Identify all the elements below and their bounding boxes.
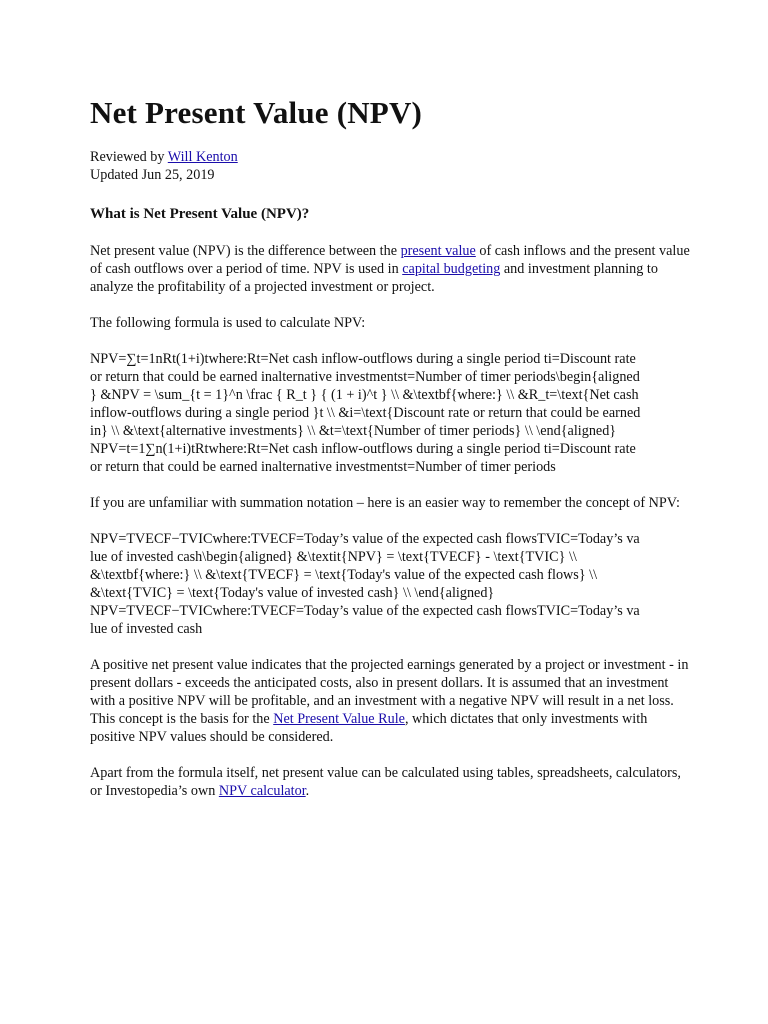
npv-calculator-link[interactable]: NPV calculator bbox=[218, 783, 306, 799]
positive-npv-text-1: A positive net present value indicates that the projected earnings generated by a project or investment - in present dollars - exceeds the anticipated costs, also in present dollars. It is assumed that an investment with a positive NPV will be profitable, and an investment with a negative NPV will result in a net loss. This concept is the basis for the bbox=[90, 657, 689, 727]
formula-intro-paragraph: The following formula is used to calculate NPV: bbox=[90, 315, 366, 331]
section-heading: What is Net Present Value (NPV)? bbox=[90, 206, 310, 222]
reviewer-link[interactable]: Will Kenton bbox=[167, 149, 238, 165]
positive-npv-paragraph bbox=[90, 656, 690, 746]
calculation-text-1: Apart from the formula itself, net present value can be calculated using tables, spreadsheets, calculators, or Investopedia’s own bbox=[90, 765, 681, 799]
intro-text-3: and investment planning to analyze the profitability of a projected investment or project. bbox=[90, 261, 658, 295]
calculation-methods-paragraph bbox=[90, 764, 690, 800]
reviewed-by-label: Reviewed by bbox=[90, 149, 168, 165]
calculation-text-2: . bbox=[305, 783, 310, 799]
capital-budgeting-link[interactable]: capital budgeting bbox=[402, 261, 501, 277]
intro-text-2: of cash inflows and the present value of cash outflows over a period of time. NPV is used in bbox=[90, 243, 690, 277]
intro-paragraph bbox=[90, 242, 690, 296]
positive-npv-text-2: , which dictates that only investments with positive NPV values should be considered. bbox=[90, 711, 648, 745]
page-title: Net Present Value (NPV) bbox=[90, 95, 423, 130]
present-value-link[interactable]: present value bbox=[400, 243, 476, 259]
reviewed-by-line bbox=[90, 148, 690, 166]
npv-rule-link[interactable]: Net Present Value Rule bbox=[273, 711, 405, 727]
article-meta bbox=[90, 148, 690, 184]
updated-date: Updated Jun 25, 2019 bbox=[90, 167, 215, 183]
summation-note-paragraph: If you are unfamiliar with summation notation – here is an easier way to remember the concept of NPV: bbox=[90, 495, 680, 511]
tvecf-formula-block: NPV=TVECF−TVICwhere:TVECF=Today’s value of the expected cash flowsTVIC=Today’s va lue of invested cash\begin{aligned} &\textit{NPV} = \text{TVECF} - \text{TVIC} \\ &\textbf{where:} \\ &\text{TVECF} = \text{Today's value of the expected cash flows} \\ &\text{TVIC} = \text{Today's value of invested cash} \\ \end{aligned} NPV=TVECF−TVICwhere:TVECF=Today’s value of the expected cash flowsTVIC=Today’s va lue of invested cash bbox=[90, 531, 640, 637]
intro-text-1: Net present value (NPV) is the difference between the bbox=[90, 243, 401, 259]
npv-formula-block: NPV=∑t=1nRt(1+i)twhere:Rt=Net cash inflow-outflows during a single period ti=Discount rate or return that could be earned inalternative investmentst=Number of timer periods\begin{aligned } &NPV = \sum_{t = 1}^n \frac { R_t } { (1 + i)^t } \\ &\textbf{where:} \\ &R_t=\text{Net cash inflow-outflows during a single period }t \\ &i=\text{Discount rate or return that could be earned in} \\ &\text{alternative investments} \\ &t=\text{Number of timer periods} \\ \end{aligned} NPV=t=1∑n(1+i)tRtwhere:Rt=Net cash inflow-outflows during a single period ti=Discount rate or return that could be earned inalternative investmentst=Number of timer periods bbox=[90, 351, 641, 475]
article bbox=[90, 94, 690, 800]
